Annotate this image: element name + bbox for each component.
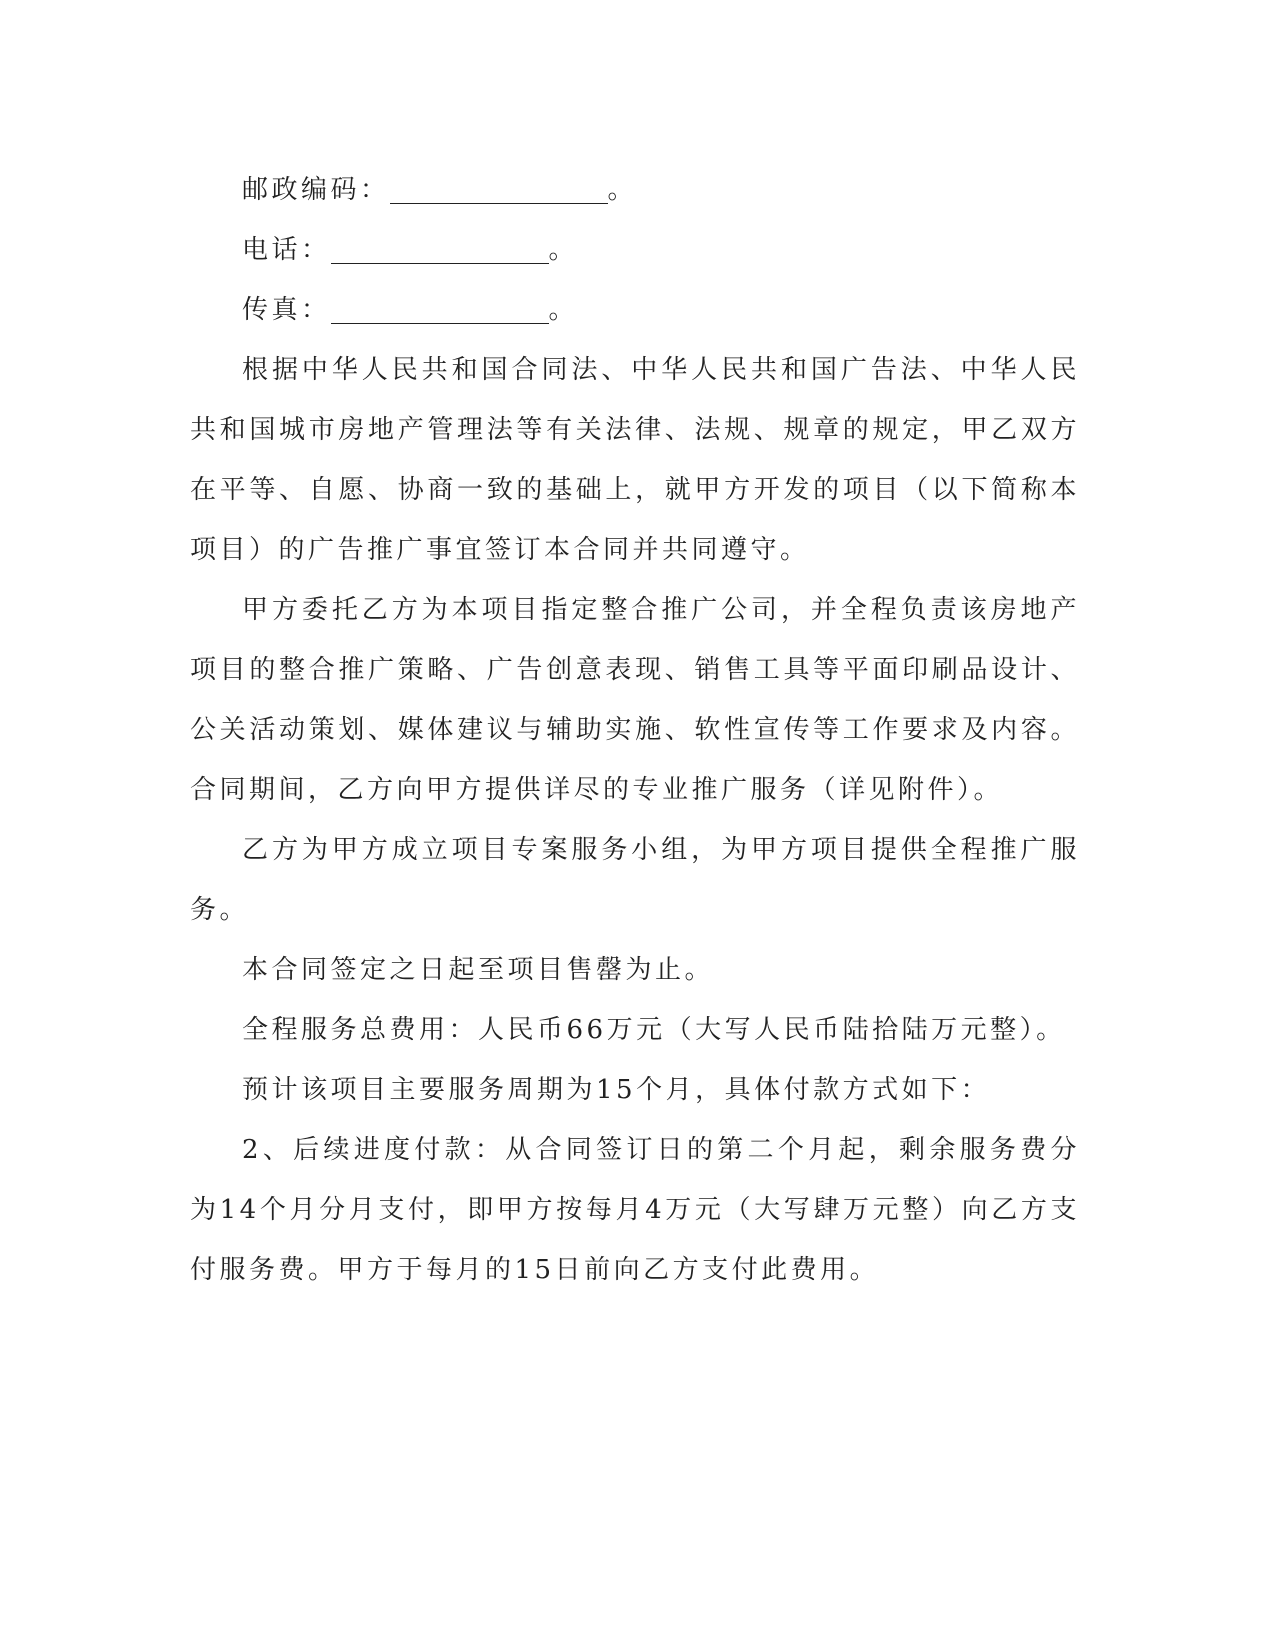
document-body <box>190 160 1080 1300</box>
fax-blank <box>331 297 549 324</box>
postal-code-end: 。 <box>607 175 638 205</box>
paragraph-service-team: 乙方为甲方成立项目专案服务小组，为甲方项目提供全程推广服务。 <box>190 835 1080 925</box>
postal-code-blank <box>390 177 608 204</box>
fax-end: 。 <box>548 295 579 325</box>
paragraph-total-fee: 全程服务总费用：人民币66万元（大写人民币陆拾陆万元整）。 <box>242 1015 1066 1045</box>
phone-end: 。 <box>548 235 579 265</box>
fax-field <box>190 280 1080 340</box>
paragraph-payment-schedule: 2、后续进度付款：从合同签订日的第二个月起，剩余服务费分为14个月分月支付，即甲方按每月4万元（大写肆万元整）向乙方支付服务费。甲方于每月的15日前向乙方支付此费用。 <box>190 1135 1080 1285</box>
phone-field <box>190 220 1080 280</box>
paragraph-term: 本合同签定之日起至项目售罄为止。 <box>242 955 715 985</box>
phone-label: 电话： <box>242 235 331 265</box>
postal-code-field <box>190 160 1080 220</box>
paragraph-commission: 甲方委托乙方为本项目指定整合推广公司，并全程负责该房地产项目的整合推广策略、广告创意表现、销售工具等平面印刷品设计、公关活动策划、媒体建议与辅助实施、软性宣传等工作要求及内容。合同期间，乙方向甲方提供详尽的专业推广服务（详见附件）。 <box>190 595 1080 805</box>
paragraph-service-period: 预计该项目主要服务周期为15个月，具体付款方式如下： <box>242 1075 991 1105</box>
postal-code-label: 邮政编码： <box>242 175 390 205</box>
phone-blank <box>331 237 549 264</box>
paragraph-legal-basis: 根据中华人民共和国合同法、中华人民共和国广告法、中华人民共和国城市房地产管理法等有关法律、法规、规章的规定，甲乙双方在平等、自愿、协商一致的基础上，就甲方开发的项目（以下简称本项目）的广告推广事宜签订本合同并共同遵守。 <box>190 355 1080 565</box>
fax-label: 传真： <box>242 295 331 325</box>
